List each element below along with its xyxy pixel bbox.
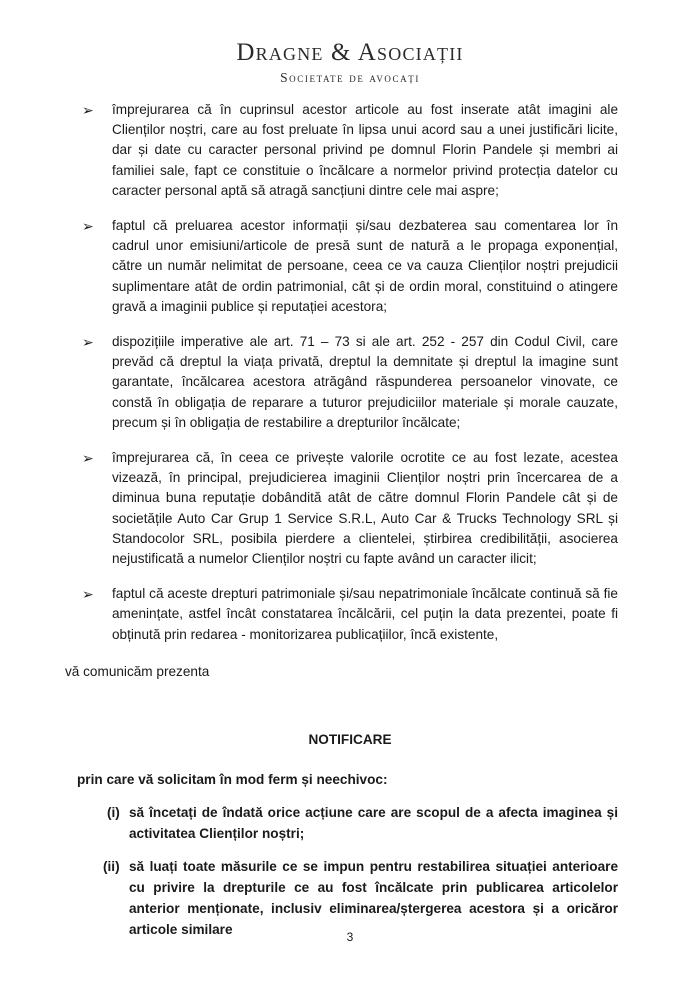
arrowhead-bullet-icon: ➢ [82,102,94,118]
bullet-text: faptul că preluarea acestor informații și/sau dezbaterea sau comentarea lor în cadrul unor emisiuni/articole de presă sunt de natură a le propaga exponențial, către un număr nelimitat de persoane, ceea ce va cauza Clienților noștri prejudicii suplimentare atât de ordin patrimonial, cât și de ordin moral, constituind o atingere gravă a imaginii publice și reputației acestora; [112,218,618,314]
list-item [82,448,618,569]
item-text: să luați toate măsurile ce se impun pentru restabilirea situației anterioare cu privire la drepturile ce au fost încălcate prin publicarea articolelor anterior menționate, inclusiv eliminarea/ștergerea acestora și a oricăror articole similare [129,858,618,937]
arrowhead-bullet-icon: ➢ [82,334,94,351]
firm-name: Dragne & Asociații [236,39,464,66]
notice-title: NOTIFICARE [308,731,392,747]
list-item [82,584,618,645]
intro-text: vă comunicăm prezenta [65,663,210,679]
arrowhead-bullet-icon: ➢ [82,450,94,467]
request-item [82,856,618,940]
letterhead [0,38,700,86]
item-number: (ii) [103,858,120,874]
item-number: (i) [107,804,120,820]
request-item [82,802,618,844]
item-text: să încetați de îndată orice acțiune care are scopul de a afecta imaginea și activitatea Clienților noștri; [129,804,618,841]
arrowhead-bullet-icon: ➢ [82,218,94,235]
list-item [82,332,618,433]
firm-subtitle: Societate de avocați [280,70,420,85]
bullet-text: împrejurarea că, în ceea ce privește valorile ocrotite ce au fost lezate, acestea vizează, în principal, prejudicierea imaginii Clienților noștri prin încercarea de a diminua buna reputație dobândită atât de către domnul Florin Pandele cât și de societățile Auto Car Grup 1 Service S.R.L, Auto Car & Trucks Technology SRL și Standocolor SRL, posibila pierdere a clientelei, știrbirea credibilității, asocierea nejustificată a numelor Clienților noștri cu fapte având un caracter ilicit; [112,450,618,567]
bullet-text: dispozițiile imperative ale art. 71 – 73 si ale art. 252 - 257 din Codul Civil, care prevăd că dreptul la viața privată, dreptul la demnitate și dreptul la imagine sunt garantate, încălcarea acestora atrăgând răspunderea persoanelor vinovate, ce constă în obligația de reparare a tuturor prejudiciilor materiale și morale cauzate, precum și în obligația de restabilire a drepturilor încălcate; [112,334,618,430]
list-item [82,216,618,317]
bullet-text: împrejurarea că în cuprinsul acestor articole au fost inserate atât imagini ale Clienților noștri, care au fost preluate în lipsa unui acord sau a unei justificări licite, dar și date cu caracter personal privind pe domnul Florin Pandele și membri ai familiei sale, fapt ce constituie o încălcare a normelor privind protecția datelor cu caracter personal aptă să atragă sancțiuni dintre cele mai aspre; [112,102,618,198]
bullet-text: faptul că aceste drepturi patrimoniale și/sau nepatrimoniale încălcate continuă să fie amenințate, astfel încât constatarea încălcării, cel puțin la data prezentei, poate fi obținută prin redarea - monitorizarea publicațiilor, încă existente, [112,586,618,642]
list-item [82,100,618,201]
request-lead: prin care vă solicitam în mod ferm și neechivoc: [77,771,388,787]
document-body [65,100,618,940]
page-number: 3 [346,930,354,944]
arrowhead-bullet-icon: ➢ [82,586,94,603]
